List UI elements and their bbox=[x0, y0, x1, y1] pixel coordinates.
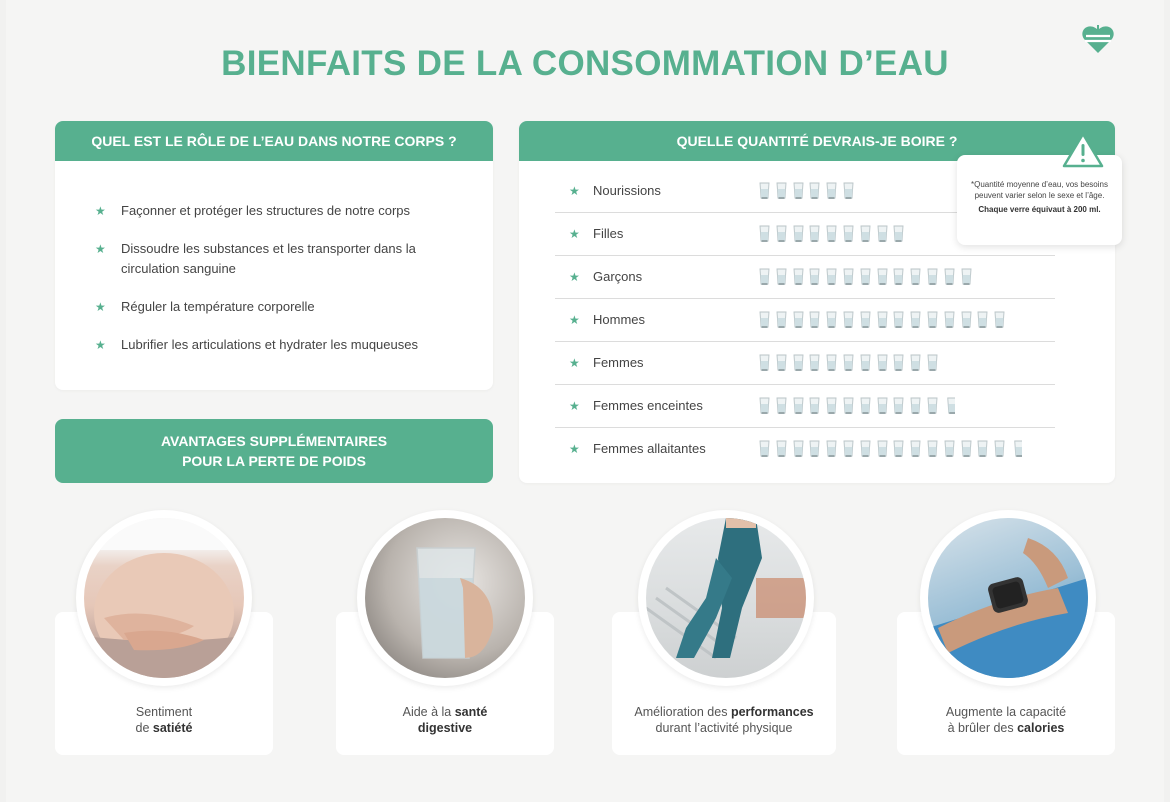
water-glass-icon bbox=[809, 268, 820, 286]
quantity-row bbox=[555, 256, 1055, 299]
water-glass-icon bbox=[860, 311, 871, 329]
quantity-note bbox=[957, 155, 1122, 245]
water-glass-icon bbox=[843, 268, 854, 286]
water-glass-icon bbox=[893, 440, 904, 458]
water-glass-icon bbox=[793, 268, 804, 286]
card-text-part: Amélioration des bbox=[634, 705, 731, 719]
water-glass-icon bbox=[910, 268, 921, 286]
quantity-note-bold: Chaque verre équivaut à 200 ml. bbox=[978, 205, 1101, 214]
water-glass-icon bbox=[809, 225, 820, 243]
card-text-line bbox=[897, 720, 1115, 736]
water-glass-icon bbox=[877, 225, 888, 243]
water-glass-icon bbox=[1011, 440, 1022, 458]
water-glass-icon bbox=[793, 311, 804, 329]
quantity-row-label: Hommes bbox=[593, 312, 646, 327]
water-glass-icon bbox=[994, 311, 1005, 329]
star-icon: ★ bbox=[569, 184, 580, 198]
water-glass-icon bbox=[843, 182, 854, 200]
water-glass-icon bbox=[927, 268, 938, 286]
quantity-row-label: Femmes bbox=[593, 355, 644, 370]
quantity-card-header: QUELLE QUANTITÉ DEVRAIS-JE BOIRE ? bbox=[519, 121, 1115, 161]
water-glass-icon bbox=[860, 268, 871, 286]
water-glass-icon bbox=[809, 311, 820, 329]
list-item-text: Réguler la température corporelle bbox=[121, 299, 315, 314]
running-legs-photo bbox=[638, 510, 814, 686]
water-glass-icon bbox=[843, 440, 854, 458]
water-glass-icon bbox=[843, 354, 854, 372]
water-glass-icon bbox=[759, 268, 770, 286]
star-icon: ★ bbox=[569, 313, 580, 327]
card-text-line bbox=[612, 704, 836, 720]
quantity-note-text: *Quantité moyenne d’eau, vos besoins peuvent varier selon le sexe et l’âge. bbox=[971, 180, 1108, 200]
water-glass-icon bbox=[776, 440, 787, 458]
water-glass-icon bbox=[759, 354, 770, 372]
quantity-row-label: Filles bbox=[593, 226, 624, 241]
card-text-line bbox=[55, 720, 273, 736]
list-item bbox=[95, 239, 455, 279]
benefits-banner-line2: POUR LA PERTE DE POIDS bbox=[182, 453, 366, 469]
card-text-bold: calories bbox=[1017, 721, 1065, 735]
water-glass-icon bbox=[944, 311, 955, 329]
water-glass-icon bbox=[826, 182, 837, 200]
water-glass-icon bbox=[910, 354, 921, 372]
water-glass-icon bbox=[994, 440, 1005, 458]
water-glass-icon bbox=[860, 354, 871, 372]
water-glass-icon bbox=[843, 397, 854, 415]
water-glass-icon bbox=[860, 225, 871, 243]
water-glass-icon bbox=[877, 268, 888, 286]
benefits-banner-line1: AVANTAGES SUPPLÉMENTAIRES bbox=[160, 433, 388, 449]
water-glass-icon bbox=[776, 268, 787, 286]
quantity-row-label: Femmes allaitantes bbox=[593, 441, 706, 456]
water-glass-icon bbox=[961, 440, 972, 458]
quantity-row bbox=[555, 299, 1055, 342]
water-glass-icon bbox=[961, 268, 972, 286]
water-glass-icon bbox=[776, 354, 787, 372]
water-glass-icon bbox=[826, 311, 837, 329]
water-glass-icon bbox=[927, 354, 938, 372]
list-item bbox=[95, 335, 455, 355]
water-glass-icon bbox=[826, 354, 837, 372]
quantity-row-label: Nourissions bbox=[593, 183, 661, 198]
star-icon: ★ bbox=[95, 338, 106, 352]
card-text-bold: digestive bbox=[417, 721, 473, 735]
water-glass-photo bbox=[357, 510, 533, 686]
water-glass-icon bbox=[759, 311, 770, 329]
water-glass-icon bbox=[826, 440, 837, 458]
water-glass-icon bbox=[843, 225, 854, 243]
list-item bbox=[95, 201, 455, 221]
role-card-header: QUEL EST LE RÔLE DE L’EAU DANS NOTRE CORPS ? bbox=[55, 121, 493, 161]
role-list bbox=[95, 201, 455, 373]
card-text-part: de bbox=[135, 721, 153, 735]
page-title: BIENFAITS DE LA CONSOMMATION D’EAU bbox=[221, 44, 949, 83]
water-glass-icon bbox=[826, 268, 837, 286]
water-glass-icon bbox=[910, 311, 921, 329]
star-icon: ★ bbox=[569, 270, 580, 284]
water-glass-icon bbox=[893, 397, 904, 415]
water-glass-icon bbox=[977, 440, 988, 458]
water-glass-icon bbox=[826, 225, 837, 243]
water-glass-icon bbox=[776, 397, 787, 415]
belly-photo bbox=[76, 510, 252, 686]
water-glass-icon bbox=[977, 311, 988, 329]
star-icon: ★ bbox=[95, 300, 106, 314]
water-glass-icon bbox=[809, 440, 820, 458]
card-text-line: durant l’activité physique bbox=[655, 721, 793, 735]
water-glass-icon bbox=[910, 397, 921, 415]
quantity-row-label: Femmes enceintes bbox=[593, 398, 703, 413]
water-glass-icon bbox=[793, 182, 804, 200]
list-item-text: Lubrifier les articulations et hydrater les muqueuses bbox=[121, 337, 418, 352]
benefits-banner bbox=[55, 419, 493, 483]
water-glass-icon bbox=[793, 440, 804, 458]
water-glass-icon bbox=[893, 225, 904, 243]
quantity-row-label: Garçons bbox=[593, 269, 643, 284]
water-glass-icon bbox=[927, 311, 938, 329]
quantity-row bbox=[555, 385, 1055, 428]
water-glass-icon bbox=[793, 225, 804, 243]
water-glass-icon bbox=[793, 397, 804, 415]
water-glass-icon bbox=[860, 397, 871, 415]
water-glass-icon bbox=[759, 440, 770, 458]
water-glass-icon bbox=[776, 182, 787, 200]
water-glass-icon bbox=[927, 397, 938, 415]
water-glass-icon bbox=[877, 397, 888, 415]
star-icon: ★ bbox=[95, 242, 106, 256]
water-glass-icon bbox=[877, 354, 888, 372]
water-glass-icon bbox=[893, 354, 904, 372]
water-glass-icon bbox=[860, 440, 871, 458]
water-glass-icon bbox=[893, 311, 904, 329]
water-glass-icon bbox=[910, 440, 921, 458]
water-glass-icon bbox=[776, 311, 787, 329]
water-glass-icon bbox=[809, 354, 820, 372]
water-glass-icon bbox=[759, 225, 770, 243]
water-glass-icon bbox=[944, 397, 955, 415]
card-text-part: à brûler des bbox=[947, 721, 1018, 735]
list-item-text: Dissoudre les substances et les transporter dans la circulation sanguine bbox=[121, 241, 416, 276]
water-glass-icon bbox=[893, 268, 904, 286]
water-glass-icon bbox=[793, 354, 804, 372]
star-icon: ★ bbox=[569, 356, 580, 370]
water-glass-icon bbox=[776, 225, 787, 243]
smartwatch-photo bbox=[920, 510, 1096, 686]
quantity-row bbox=[555, 342, 1055, 385]
card-text-bold: santé bbox=[454, 705, 488, 719]
star-icon: ★ bbox=[569, 399, 580, 413]
star-icon: ★ bbox=[569, 227, 580, 241]
star-icon: ★ bbox=[569, 442, 580, 456]
warning-icon bbox=[1062, 132, 1104, 168]
water-glass-icon bbox=[927, 440, 938, 458]
water-glass-icon bbox=[759, 397, 770, 415]
water-glass-icon bbox=[961, 311, 972, 329]
card-text-bold: satiété bbox=[152, 721, 193, 735]
card-text-line bbox=[336, 704, 554, 720]
card-text-line: Sentiment bbox=[135, 705, 193, 719]
card-text-part: Aide à la bbox=[402, 705, 455, 719]
card-text-line: Augmente la capacité bbox=[945, 705, 1067, 719]
water-glass-icon bbox=[826, 397, 837, 415]
quantity-row bbox=[555, 428, 1055, 471]
list-item-text: Façonner et protéger les structures de notre corps bbox=[121, 203, 411, 218]
role-card bbox=[55, 121, 493, 390]
list-item bbox=[95, 297, 455, 317]
water-glass-icon bbox=[759, 182, 770, 200]
water-glass-icon bbox=[944, 268, 955, 286]
water-glass-icon bbox=[809, 182, 820, 200]
card-text-bold: performances bbox=[730, 705, 814, 719]
star-icon: ★ bbox=[95, 204, 106, 218]
water-glass-icon bbox=[877, 440, 888, 458]
card-text-line bbox=[336, 720, 554, 736]
water-glass-icon bbox=[877, 311, 888, 329]
water-glass-icon bbox=[809, 397, 820, 415]
water-glass-icon bbox=[843, 311, 854, 329]
water-glass-icon bbox=[944, 440, 955, 458]
